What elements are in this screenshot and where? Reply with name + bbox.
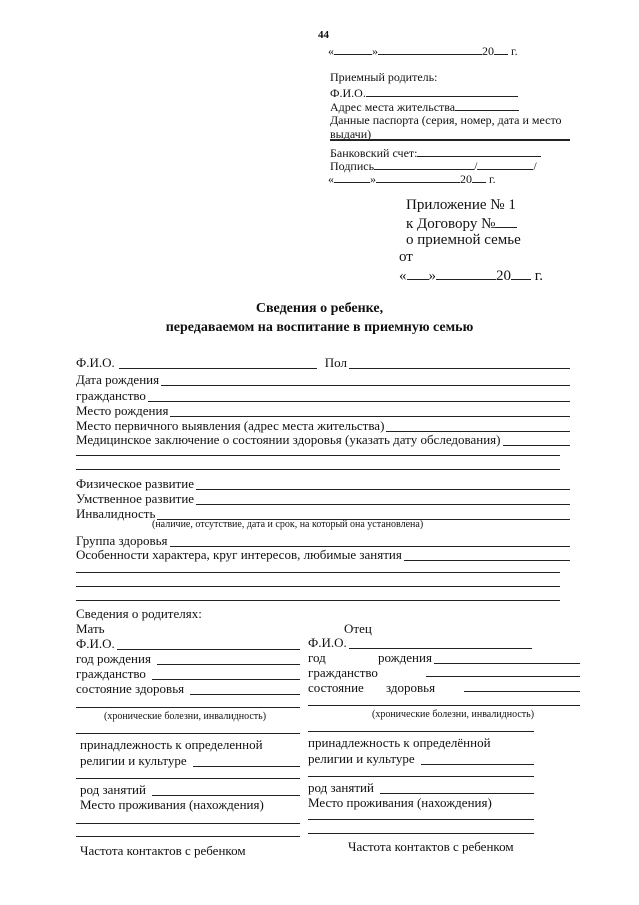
character-field[interactable] bbox=[404, 550, 570, 561]
mother-citizenship-field[interactable] bbox=[152, 669, 300, 680]
mother-fio-row: Ф.И.О. bbox=[76, 637, 300, 650]
father-residence-line-2[interactable] bbox=[308, 833, 534, 834]
mother-contact-frequency: Частота контактов с ребенком bbox=[80, 843, 246, 858]
identification-place-row: Место первичного выявления (адрес места жительства) bbox=[76, 419, 570, 432]
physical-development-field[interactable] bbox=[196, 479, 570, 490]
appendix-line-3: о приемной семье bbox=[406, 232, 521, 248]
signature-row: Подпись / / bbox=[330, 159, 537, 173]
father-occupation-field[interactable] bbox=[380, 783, 534, 794]
father-birth-year-label-a: год bbox=[308, 650, 326, 665]
child-fio-row: Ф.И.О. Пол bbox=[76, 356, 570, 369]
father-health-label-a: состояние bbox=[308, 680, 364, 695]
mother-religion-line-1: принадлежность к определенной bbox=[80, 737, 263, 752]
identification-place-field[interactable] bbox=[386, 421, 570, 432]
father-birth-year-row: рождения bbox=[378, 651, 580, 664]
mother-health-extra-line[interactable] bbox=[76, 707, 300, 708]
bank-account-row: Банковский счет: bbox=[330, 146, 541, 159]
appendix-line-2: к Договору № bbox=[406, 215, 517, 232]
child-fio-field[interactable] bbox=[119, 358, 317, 369]
mother-residence-line-1[interactable] bbox=[76, 823, 300, 824]
title-line-1: Сведения о ребенке, bbox=[255, 301, 384, 316]
appendix-month-blank[interactable] bbox=[436, 267, 496, 280]
mental-development-field[interactable] bbox=[196, 494, 570, 505]
mother-citizenship-row: гражданство bbox=[76, 667, 300, 680]
birth-place-row: Место рождения bbox=[76, 404, 570, 417]
header-fio-row: Ф.И.О. bbox=[330, 86, 518, 99]
father-religion-row: религии и культуре bbox=[308, 752, 534, 765]
header-address-blank[interactable] bbox=[455, 100, 519, 111]
father-religion-field[interactable] bbox=[421, 754, 534, 765]
disability-row: Инвалидность bbox=[76, 507, 570, 520]
mother-health-hint: (хронические болезни, инвалидность) bbox=[104, 711, 267, 722]
day-blank[interactable] bbox=[334, 44, 372, 55]
father-birth-year-field[interactable] bbox=[434, 653, 580, 664]
mother-extra-line-3[interactable] bbox=[76, 778, 300, 779]
header-address-row: Адрес места жительства bbox=[330, 100, 519, 113]
passport-blank[interactable] bbox=[330, 139, 570, 141]
parents-section-label: Сведения о родителях: bbox=[76, 606, 202, 621]
father-health-label-b: здоровья bbox=[386, 680, 436, 695]
mother-residence-line-2[interactable] bbox=[76, 836, 300, 837]
passport-line-1: Данные паспорта (серия, номер, дата и место bbox=[330, 113, 562, 127]
health-group-field[interactable] bbox=[170, 536, 570, 547]
title-line-2: передаваемом на воспитание в приемную семью bbox=[165, 320, 474, 335]
medical-report-row: Медицинское заключение о состоянии здоровья (указать дату обследования) bbox=[76, 433, 570, 446]
contract-number-blank[interactable] bbox=[495, 215, 517, 228]
citizenship-field[interactable] bbox=[148, 391, 570, 402]
mother-health-row: состояние здоровья bbox=[76, 682, 300, 695]
father-heading: Отец bbox=[344, 621, 372, 636]
medical-report-field[interactable] bbox=[503, 435, 571, 446]
father-fio-row: Ф.И.О. bbox=[308, 636, 532, 649]
character-extra-line-3[interactable] bbox=[76, 600, 560, 601]
bank-account-blank[interactable] bbox=[417, 146, 541, 157]
father-residence-label: Место проживания (нахождения) bbox=[308, 795, 492, 810]
appendix-year-blank[interactable] bbox=[511, 267, 531, 280]
father-citizenship-field[interactable] bbox=[426, 676, 580, 677]
father-fio-field[interactable] bbox=[349, 638, 532, 649]
medical-report-extra-line-2[interactable] bbox=[76, 469, 560, 470]
father-health-extra-line[interactable] bbox=[308, 705, 580, 706]
birth-place-field[interactable] bbox=[170, 406, 570, 417]
disability-hint: (наличие, отсутствие, дата и срок, на который она установлена) bbox=[152, 519, 424, 530]
mother-health-field[interactable] bbox=[190, 684, 300, 695]
month-blank-2[interactable] bbox=[376, 172, 460, 183]
father-health-field[interactable] bbox=[464, 691, 580, 692]
page-number: 44 bbox=[318, 29, 329, 41]
father-occupation-row: род занятий bbox=[308, 781, 534, 794]
mother-religion-field[interactable] bbox=[193, 756, 300, 767]
header-date-line-2: « » 20 г. bbox=[328, 172, 496, 186]
month-blank[interactable] bbox=[378, 44, 482, 55]
father-citizenship-label: гражданство bbox=[308, 665, 378, 680]
foster-parent-label: Приемный родитель: bbox=[330, 70, 438, 84]
signature-blank[interactable] bbox=[374, 159, 474, 170]
father-extra-line-3[interactable] bbox=[308, 776, 534, 777]
birth-date-field[interactable] bbox=[161, 375, 570, 386]
character-row: Особенности характера, круг интересов, любимые занятия bbox=[76, 548, 570, 561]
physical-development-row: Физическое развитие bbox=[76, 477, 570, 490]
mother-birth-year-field[interactable] bbox=[157, 654, 300, 665]
child-sex-field[interactable] bbox=[349, 358, 570, 369]
mother-extra-line-2[interactable] bbox=[76, 733, 300, 734]
father-extra-line-2[interactable] bbox=[308, 731, 534, 732]
mother-fio-field[interactable] bbox=[117, 639, 300, 650]
father-residence-line-1[interactable] bbox=[308, 819, 534, 820]
birth-date-row: Дата рождения bbox=[76, 373, 570, 386]
header-fio-blank[interactable] bbox=[366, 86, 518, 97]
header-date-line-1: « » 20 г. bbox=[328, 44, 518, 58]
character-extra-line-2[interactable] bbox=[76, 586, 560, 587]
year-blank[interactable] bbox=[494, 44, 508, 55]
appendix-day-blank[interactable] bbox=[407, 267, 429, 280]
father-health-hint: (хронические болезни, инвалидность) bbox=[372, 709, 535, 720]
passport-line-2: выдачи) bbox=[330, 127, 372, 141]
signature-decipher-blank[interactable] bbox=[477, 159, 533, 170]
father-religion-line-1: принадлежность к определённой bbox=[308, 735, 491, 750]
day-blank-2[interactable] bbox=[334, 172, 370, 183]
character-extra-line-1[interactable] bbox=[76, 572, 560, 573]
mother-occupation-row: род занятий bbox=[80, 783, 300, 796]
appendix-line-1: Приложение № 1 bbox=[406, 197, 516, 213]
mother-occupation-field[interactable] bbox=[152, 785, 300, 796]
citizenship-row: гражданство bbox=[76, 389, 570, 402]
medical-report-extra-line-1[interactable] bbox=[76, 455, 560, 456]
health-group-row: Группа здоровья bbox=[76, 534, 570, 547]
mother-residence-label: Место проживания (нахождения) bbox=[80, 797, 264, 812]
appendix-date: « » 20 г. bbox=[399, 268, 543, 284]
year-blank-2[interactable] bbox=[472, 172, 486, 183]
mental-development-row: Умственное развитие bbox=[76, 492, 570, 505]
mother-heading: Мать bbox=[76, 621, 105, 636]
mother-birth-year-row: год рождения bbox=[76, 652, 300, 665]
mother-religion-row: религии и культуре bbox=[80, 754, 300, 767]
appendix-line-4: от bbox=[399, 249, 413, 265]
father-contact-frequency: Частота контактов с ребенком bbox=[348, 839, 514, 854]
